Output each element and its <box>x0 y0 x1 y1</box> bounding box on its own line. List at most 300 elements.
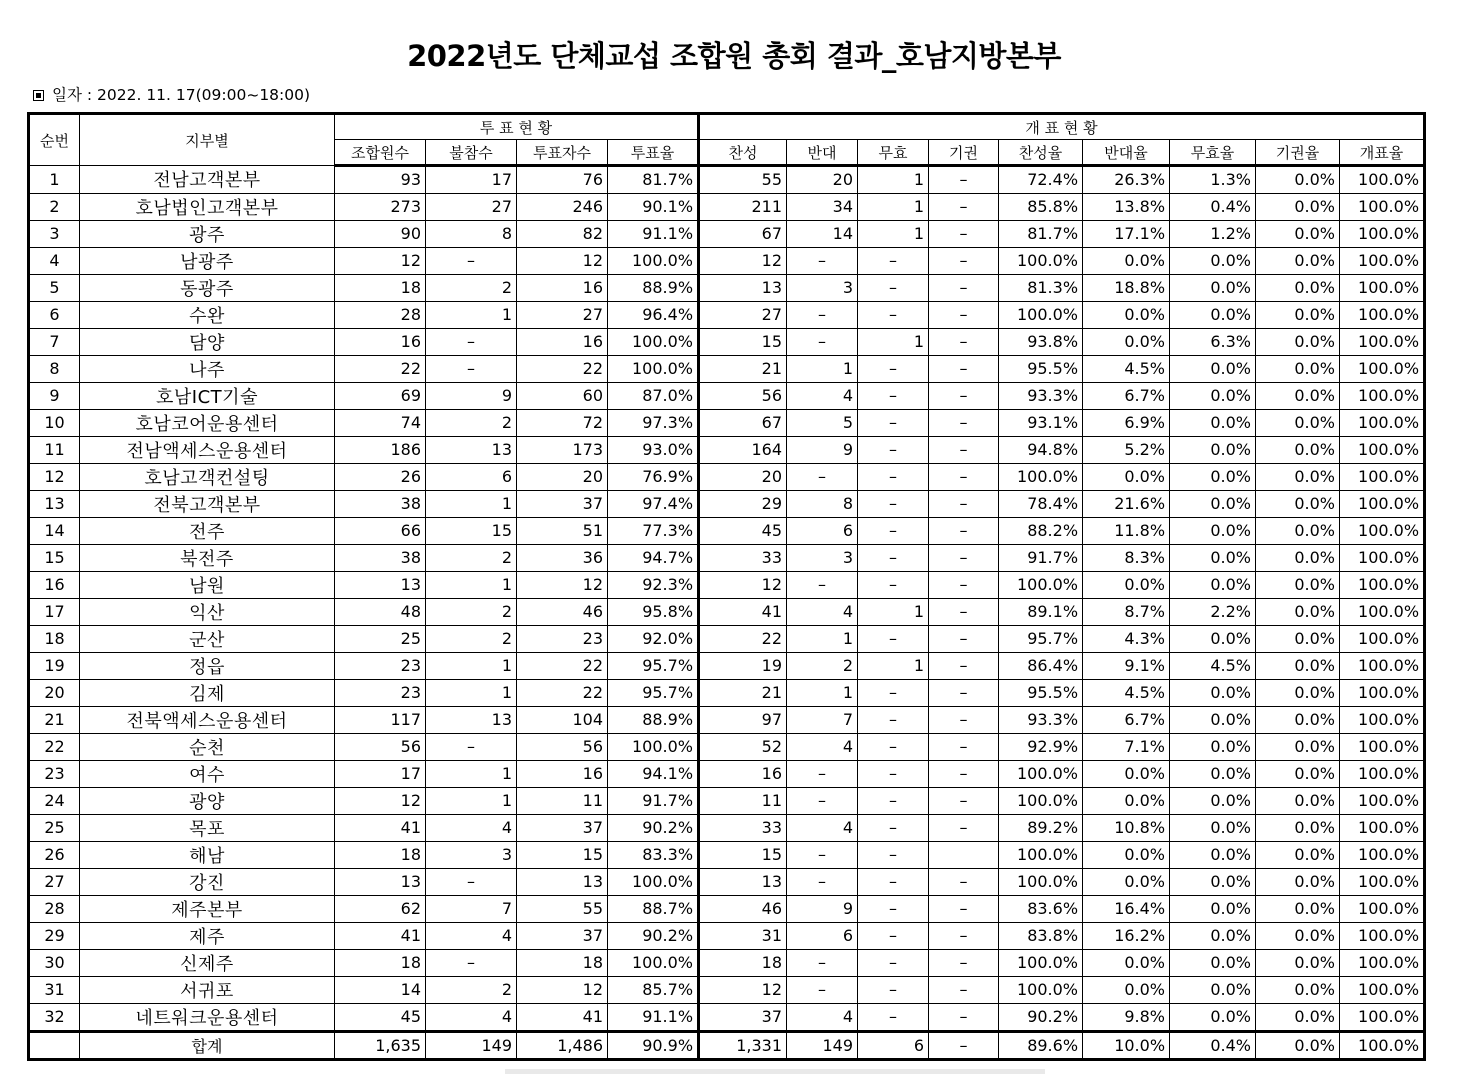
value-cell: 0.0% <box>1256 787 1340 814</box>
value-cell: 0.0% <box>1170 949 1256 976</box>
value-cell: 0.0% <box>1083 787 1170 814</box>
value-cell: 26 <box>335 463 426 490</box>
value-cell: 100.0% <box>1340 598 1425 625</box>
value-cell: 0.0% <box>1256 841 1340 868</box>
branch-name-cell: 북전주 <box>80 544 335 571</box>
branch-name-cell: 목포 <box>80 814 335 841</box>
value-cell: 0.0% <box>1256 922 1340 949</box>
value-cell: 0.0% <box>1256 760 1340 787</box>
value-cell: 90.2% <box>608 922 699 949</box>
value-cell: – <box>858 679 929 706</box>
value-cell: 0.0% <box>1256 679 1340 706</box>
value-cell: 0.0% <box>1256 193 1340 220</box>
branch-name-cell: 서귀포 <box>80 976 335 1003</box>
table-row <box>29 895 1425 922</box>
value-cell: 2 <box>787 652 858 679</box>
table-row <box>29 247 1425 274</box>
value-cell: 0.0% <box>1170 409 1256 436</box>
seq-cell: 28 <box>29 895 80 922</box>
value-cell: 15 <box>517 841 608 868</box>
value-cell: 56 <box>517 733 608 760</box>
value-cell: 0.0% <box>1256 544 1340 571</box>
value-cell: 27 <box>426 193 517 220</box>
value-cell: 37 <box>517 922 608 949</box>
seq-cell <box>29 1031 80 1060</box>
seq-cell: 18 <box>29 625 80 652</box>
value-cell: 0.0% <box>1256 274 1340 301</box>
header-count-group: 개 표 현 황 <box>699 114 1425 140</box>
value-cell: 100.0% <box>608 355 699 382</box>
value-cell: 18 <box>335 841 426 868</box>
value-cell: 21.6% <box>1083 490 1170 517</box>
value-cell: – <box>929 760 999 787</box>
table-row <box>29 841 1425 868</box>
column-header: 불참수 <box>426 140 517 166</box>
table-row <box>29 274 1425 301</box>
value-cell: 92.9% <box>999 733 1083 760</box>
value-cell: 23 <box>517 625 608 652</box>
value-cell: 83.8% <box>999 922 1083 949</box>
value-cell: 4 <box>426 922 517 949</box>
value-cell: 0.0% <box>1170 463 1256 490</box>
value-cell: 13 <box>699 868 787 895</box>
value-cell: 2 <box>426 598 517 625</box>
value-cell: 1 <box>858 193 929 220</box>
value-cell: 117 <box>335 706 426 733</box>
value-cell: – <box>787 247 858 274</box>
branch-name-cell: 담양 <box>80 328 335 355</box>
value-cell: 186 <box>335 436 426 463</box>
value-cell: – <box>929 166 999 194</box>
value-cell: 16.2% <box>1083 922 1170 949</box>
value-cell: 95.5% <box>999 355 1083 382</box>
table-row <box>29 1003 1425 1031</box>
value-cell: 0.0% <box>1256 625 1340 652</box>
value-cell: 0.0% <box>1170 760 1256 787</box>
value-cell: 0.0% <box>1256 220 1340 247</box>
value-cell: 16.4% <box>1083 895 1170 922</box>
value-cell: 89.1% <box>999 598 1083 625</box>
value-cell: 6.3% <box>1170 328 1256 355</box>
value-cell: – <box>858 949 929 976</box>
seq-cell: 31 <box>29 976 80 1003</box>
value-cell: 4.5% <box>1083 679 1170 706</box>
value-cell: 18 <box>517 949 608 976</box>
value-cell: 0.0% <box>1170 976 1256 1003</box>
value-cell: 90.2% <box>608 814 699 841</box>
value-cell: 13.8% <box>1083 193 1170 220</box>
value-cell: 100.0% <box>999 976 1083 1003</box>
value-cell: – <box>858 760 929 787</box>
column-header: 찬성 <box>699 140 787 166</box>
value-cell: 0.4% <box>1170 1031 1256 1060</box>
value-cell: 74 <box>335 409 426 436</box>
value-cell: 100.0% <box>1340 760 1425 787</box>
value-cell: 0.0% <box>1170 247 1256 274</box>
header-seq: 순번 <box>29 114 80 166</box>
seq-cell: 3 <box>29 220 80 247</box>
seq-cell: 16 <box>29 571 80 598</box>
value-cell: – <box>929 382 999 409</box>
square-bullet-icon <box>33 90 44 101</box>
seq-cell: 14 <box>29 517 80 544</box>
column-header: 투표자수 <box>517 140 608 166</box>
seq-cell: 10 <box>29 409 80 436</box>
value-cell: 56 <box>699 382 787 409</box>
value-cell: 100.0% <box>1340 895 1425 922</box>
value-cell: – <box>929 679 999 706</box>
value-cell: 20 <box>787 166 858 194</box>
value-cell: 95.7% <box>608 652 699 679</box>
value-cell: 15 <box>699 328 787 355</box>
branch-name-cell: 군산 <box>80 625 335 652</box>
value-cell: 1 <box>858 220 929 247</box>
value-cell: 0.0% <box>1170 922 1256 949</box>
value-cell: 23 <box>335 652 426 679</box>
date-label: 일자 : 2022. 11. 17(09:00~18:00) <box>52 86 311 104</box>
value-cell: 104 <box>517 706 608 733</box>
value-cell: 0.0% <box>1170 841 1256 868</box>
seq-cell: 20 <box>29 679 80 706</box>
value-cell: – <box>787 841 858 868</box>
column-header: 투표율 <box>608 140 699 166</box>
value-cell: 100.0% <box>608 868 699 895</box>
value-cell: – <box>426 328 517 355</box>
value-cell: – <box>858 274 929 301</box>
value-cell: 86.4% <box>999 652 1083 679</box>
value-cell: 11 <box>699 787 787 814</box>
value-cell: – <box>858 895 929 922</box>
value-cell: – <box>929 436 999 463</box>
branch-name-cell: 호남법인고객본부 <box>80 193 335 220</box>
value-cell: 1 <box>787 355 858 382</box>
seq-cell: 24 <box>29 787 80 814</box>
seq-cell: 4 <box>29 247 80 274</box>
value-cell: 1 <box>787 679 858 706</box>
branch-name-cell: 전북액세스운용센터 <box>80 706 335 733</box>
value-cell: 93.8% <box>999 328 1083 355</box>
value-cell: – <box>787 976 858 1003</box>
value-cell: – <box>929 1031 999 1060</box>
value-cell: 22 <box>517 355 608 382</box>
value-cell: 0.0% <box>1256 1031 1340 1060</box>
value-cell: – <box>858 382 929 409</box>
value-cell: 100.0% <box>999 787 1083 814</box>
branch-name-cell: 전남액세스운용센터 <box>80 436 335 463</box>
value-cell: 91.7% <box>608 787 699 814</box>
value-cell: 89.6% <box>999 1031 1083 1060</box>
value-cell: 20 <box>699 463 787 490</box>
value-cell: – <box>426 868 517 895</box>
value-cell: 37 <box>699 1003 787 1031</box>
branch-name-cell: 신제주 <box>80 949 335 976</box>
value-cell: 100.0% <box>1340 382 1425 409</box>
value-cell: 9.1% <box>1083 652 1170 679</box>
table-row <box>29 760 1425 787</box>
value-cell: 94.1% <box>608 760 699 787</box>
value-cell: – <box>858 625 929 652</box>
value-cell: 1.3% <box>1170 166 1256 194</box>
value-cell: 0.0% <box>1170 868 1256 895</box>
value-cell: 14 <box>335 976 426 1003</box>
seq-cell: 8 <box>29 355 80 382</box>
branch-name-cell: 제주 <box>80 922 335 949</box>
table-row <box>29 922 1425 949</box>
value-cell: 76 <box>517 166 608 194</box>
value-cell: 8.7% <box>1083 598 1170 625</box>
value-cell: 100.0% <box>999 760 1083 787</box>
value-cell: 94.8% <box>999 436 1083 463</box>
value-cell: 95.8% <box>608 598 699 625</box>
value-cell: 11.8% <box>1083 517 1170 544</box>
value-cell: 12 <box>699 976 787 1003</box>
table-row <box>29 868 1425 895</box>
value-cell: 100.0% <box>1340 922 1425 949</box>
value-cell: 88.9% <box>608 274 699 301</box>
value-cell: 6 <box>858 1031 929 1060</box>
value-cell: 1 <box>426 571 517 598</box>
value-cell: 0.0% <box>1256 409 1340 436</box>
branch-name-cell: 남광주 <box>80 247 335 274</box>
column-header: 개표율 <box>1340 140 1425 166</box>
column-header: 무효율 <box>1170 140 1256 166</box>
value-cell: 88.2% <box>999 517 1083 544</box>
value-cell: 100.0% <box>1340 274 1425 301</box>
value-cell: – <box>929 949 999 976</box>
branch-name-cell: 나주 <box>80 355 335 382</box>
table-row <box>29 220 1425 247</box>
seq-cell: 9 <box>29 382 80 409</box>
value-cell: 41 <box>335 814 426 841</box>
value-cell: – <box>858 1003 929 1031</box>
table-row <box>29 409 1425 436</box>
value-cell: 97.4% <box>608 490 699 517</box>
column-header: 기권 <box>929 140 999 166</box>
value-cell: 0.0% <box>1256 976 1340 1003</box>
value-cell: 91.1% <box>608 1003 699 1031</box>
seq-cell: 2 <box>29 193 80 220</box>
value-cell: – <box>929 193 999 220</box>
value-cell: 5.2% <box>1083 436 1170 463</box>
branch-name-cell: 수완 <box>80 301 335 328</box>
value-cell: – <box>858 787 929 814</box>
seq-cell: 1 <box>29 166 80 194</box>
value-cell: 92.0% <box>608 625 699 652</box>
value-cell: 4.5% <box>1083 355 1170 382</box>
value-cell: 78.4% <box>999 490 1083 517</box>
value-cell: – <box>787 949 858 976</box>
value-cell: 0.0% <box>1256 328 1340 355</box>
value-cell: 0.0% <box>1256 517 1340 544</box>
value-cell: 0.0% <box>1256 355 1340 382</box>
value-cell: 100.0% <box>999 301 1083 328</box>
value-cell: 0.0% <box>1256 247 1340 274</box>
value-cell: 0.0% <box>1170 355 1256 382</box>
value-cell: 12 <box>335 247 426 274</box>
table-row <box>29 976 1425 1003</box>
value-cell: 90.9% <box>608 1031 699 1060</box>
value-cell: – <box>929 814 999 841</box>
value-cell: 0.0% <box>1170 517 1256 544</box>
value-cell: 95.5% <box>999 679 1083 706</box>
value-cell: 41 <box>699 598 787 625</box>
value-cell: 0.0% <box>1256 895 1340 922</box>
value-cell: – <box>858 841 929 868</box>
value-cell: 81.7% <box>608 166 699 194</box>
value-cell: 0.0% <box>1256 598 1340 625</box>
branch-name-cell: 전북고객본부 <box>80 490 335 517</box>
value-cell: 0.0% <box>1170 625 1256 652</box>
value-cell: – <box>929 463 999 490</box>
value-cell: – <box>858 517 929 544</box>
value-cell: 0.0% <box>1256 571 1340 598</box>
value-cell: 91.1% <box>608 220 699 247</box>
value-cell: 41 <box>335 922 426 949</box>
value-cell: 0.0% <box>1256 652 1340 679</box>
value-cell: – <box>426 733 517 760</box>
seq-cell: 22 <box>29 733 80 760</box>
seq-cell: 27 <box>29 868 80 895</box>
value-cell: 1 <box>858 598 929 625</box>
value-cell: 1 <box>426 652 517 679</box>
value-cell: – <box>787 463 858 490</box>
value-cell: 100.0% <box>999 463 1083 490</box>
value-cell: 0.0% <box>1256 490 1340 517</box>
value-cell: 4 <box>787 1003 858 1031</box>
table-row <box>29 571 1425 598</box>
value-cell: 62 <box>335 895 426 922</box>
value-cell: 9 <box>787 436 858 463</box>
value-cell: 100.0% <box>999 841 1083 868</box>
value-cell: 1 <box>787 625 858 652</box>
value-cell: 100.0% <box>1340 166 1425 194</box>
table-row <box>29 706 1425 733</box>
value-cell: 22 <box>335 355 426 382</box>
branch-name-cell: 전남고객본부 <box>80 166 335 194</box>
value-cell: 23 <box>335 679 426 706</box>
seq-cell: 7 <box>29 328 80 355</box>
value-cell: 4 <box>787 598 858 625</box>
value-cell: 96.4% <box>608 301 699 328</box>
value-cell: 12 <box>699 247 787 274</box>
table-row <box>29 625 1425 652</box>
value-cell: 100.0% <box>1340 544 1425 571</box>
value-cell: 1 <box>426 787 517 814</box>
value-cell: 0.0% <box>1083 247 1170 274</box>
value-cell: – <box>929 868 999 895</box>
value-cell: 9.8% <box>1083 1003 1170 1031</box>
value-cell: 93 <box>335 166 426 194</box>
value-cell: 0.4% <box>1170 193 1256 220</box>
column-header: 반대율 <box>1083 140 1170 166</box>
value-cell: 100.0% <box>1340 247 1425 274</box>
seq-cell: 21 <box>29 706 80 733</box>
value-cell: 1 <box>426 301 517 328</box>
value-cell: 36 <box>517 544 608 571</box>
value-cell: 26.3% <box>1083 166 1170 194</box>
value-cell: 13 <box>426 436 517 463</box>
value-cell: 4 <box>787 814 858 841</box>
table-row <box>29 193 1425 220</box>
value-cell: 0.0% <box>1170 301 1256 328</box>
value-cell: – <box>929 733 999 760</box>
value-cell: 55 <box>699 166 787 194</box>
value-cell: 46 <box>699 895 787 922</box>
value-cell: 12 <box>335 787 426 814</box>
value-cell: – <box>426 949 517 976</box>
seq-cell: 23 <box>29 760 80 787</box>
value-cell: 16 <box>517 274 608 301</box>
value-cell: 91.7% <box>999 544 1083 571</box>
branch-name-cell: 김제 <box>80 679 335 706</box>
value-cell: 83.3% <box>608 841 699 868</box>
value-cell: 31 <box>699 922 787 949</box>
value-cell: 22 <box>517 679 608 706</box>
value-cell: 93.0% <box>608 436 699 463</box>
value-cell: 12 <box>517 571 608 598</box>
seq-cell: 13 <box>29 490 80 517</box>
value-cell: 13 <box>426 706 517 733</box>
value-cell: 10.8% <box>1083 814 1170 841</box>
value-cell: – <box>787 760 858 787</box>
value-cell: 90.1% <box>608 193 699 220</box>
value-cell: 85.7% <box>608 976 699 1003</box>
value-cell: 21 <box>699 679 787 706</box>
value-cell: 0.0% <box>1083 571 1170 598</box>
value-cell: 17.1% <box>1083 220 1170 247</box>
value-cell: – <box>858 922 929 949</box>
value-cell: 100.0% <box>608 733 699 760</box>
value-cell: 6 <box>426 463 517 490</box>
value-cell: – <box>858 355 929 382</box>
value-cell: 95.7% <box>608 679 699 706</box>
value-cell: 4 <box>787 733 858 760</box>
value-cell: 16 <box>699 760 787 787</box>
value-cell: 2 <box>426 976 517 1003</box>
value-cell: 0.0% <box>1170 895 1256 922</box>
value-cell: – <box>929 220 999 247</box>
value-cell: 41 <box>517 1003 608 1031</box>
value-cell: 19 <box>699 652 787 679</box>
value-cell: – <box>787 868 858 895</box>
value-cell: 0.0% <box>1170 679 1256 706</box>
value-cell: 13 <box>335 868 426 895</box>
value-cell: 0.0% <box>1170 571 1256 598</box>
branch-name-cell: 네트워크운용센터 <box>80 1003 335 1031</box>
value-cell: 17 <box>426 166 517 194</box>
value-cell: 2 <box>426 274 517 301</box>
value-cell: 3 <box>787 274 858 301</box>
value-cell: 60 <box>517 382 608 409</box>
value-cell: 66 <box>335 517 426 544</box>
value-cell: – <box>787 787 858 814</box>
branch-name-cell: 익산 <box>80 598 335 625</box>
value-cell: 72.4% <box>999 166 1083 194</box>
value-cell: 94.7% <box>608 544 699 571</box>
value-cell: 100.0% <box>1340 463 1425 490</box>
value-cell: 0.0% <box>1083 760 1170 787</box>
value-cell: 1 <box>858 652 929 679</box>
value-cell: – <box>929 1003 999 1031</box>
table-row <box>29 652 1425 679</box>
value-cell: – <box>426 355 517 382</box>
value-cell: – <box>858 301 929 328</box>
value-cell: 1,486 <box>517 1031 608 1060</box>
value-cell: 4.5% <box>1170 652 1256 679</box>
value-cell: 0.0% <box>1256 301 1340 328</box>
value-cell: 0.0% <box>1256 868 1340 895</box>
value-cell: – <box>929 544 999 571</box>
